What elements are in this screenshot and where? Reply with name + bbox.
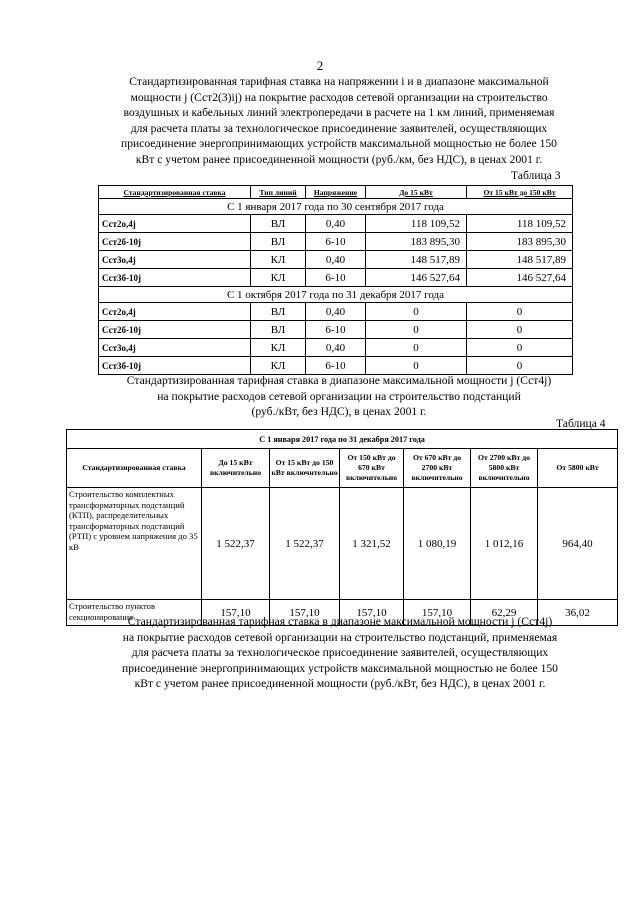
voltage: 0,40 xyxy=(306,215,366,233)
text-line: кВт с учетом ранее присоединенной мощности (руб./км, без НДС), в ценах 2001 г. xyxy=(135,152,543,166)
table-row xyxy=(99,215,573,233)
table-row xyxy=(99,303,573,321)
table3-header: Тип линий xyxy=(251,186,306,199)
table3-description xyxy=(100,74,578,167)
voltage: 6-10 xyxy=(306,269,366,287)
line-type: ВЛ xyxy=(251,321,306,339)
table3-header: Напряжение xyxy=(306,186,366,199)
value-15-150: 0 xyxy=(467,321,573,339)
text-line: на покрытие расходов сетевой организации на строительство подстанций xyxy=(157,389,521,403)
table-row xyxy=(99,321,573,339)
rate-value: 1 321,52 xyxy=(340,488,404,600)
value-15-150: 148 517,89 xyxy=(467,251,573,269)
value-15-150: 118 109,52 xyxy=(467,215,573,233)
value-15-150: 146 527,64 xyxy=(467,269,573,287)
voltage: 6-10 xyxy=(306,357,366,375)
text-line: Стандартизированная тарифная ставка в диапазоне максимальной мощности j (Сст4j) xyxy=(126,374,552,387)
line-type: КЛ xyxy=(251,339,306,357)
table-row xyxy=(99,251,573,269)
value-up-to-15: 183 895,30 xyxy=(366,233,467,251)
table3-header-row xyxy=(99,186,573,199)
table4-header: От 670 кВт до 2700 кВт включительно xyxy=(404,449,471,488)
period-label: С 1 января 2017 года по 31 декабря 2017 года xyxy=(67,430,618,449)
text-line: присоединение энергопринимающих устройств максимальной мощностью не более 150 xyxy=(121,137,557,150)
table4-header: От 150 кВт до 670 кВт включительно xyxy=(340,449,404,488)
rate-value: 964,40 xyxy=(538,488,618,600)
table4-header: От 15 кВт до 150 кВт включительно xyxy=(270,449,340,488)
table3-header: Стандартизированная ставка xyxy=(99,186,251,199)
table3-caption: Таблица 3 xyxy=(511,169,561,182)
table4-header: От 2700 кВт до 5800 кВт включительно xyxy=(471,449,538,488)
rate-value: 1 522,37 xyxy=(270,488,340,600)
line-type: КЛ xyxy=(251,357,306,375)
text-line: мощности j (Сст2(3)ij) на покрытие расходов сетевой организации на строительство xyxy=(130,90,548,104)
rate-code: Сст2б-10j xyxy=(99,233,251,251)
rate-value: 157,10 xyxy=(340,600,404,626)
text-line: Стандартизированная тарифная ставка в диапазоне максимальной мощности j (Сст4j) xyxy=(127,615,553,628)
table-row xyxy=(99,339,573,357)
text-line: воздушных и кабельных линий электропередачи в расчете на 1 км линий, применяемая xyxy=(123,106,555,119)
table-row xyxy=(99,269,573,287)
value-up-to-15: 0 xyxy=(366,303,467,321)
period-label: С 1 октября 2017 года по 31 декабря 2017 года xyxy=(99,287,573,303)
table4-period-row xyxy=(67,430,618,449)
rate-value: 157,10 xyxy=(404,600,471,626)
rate-value: 157,10 xyxy=(270,600,340,626)
table-row xyxy=(99,233,573,251)
closing-description xyxy=(95,614,585,692)
voltage: 0,40 xyxy=(306,251,366,269)
rate-value: 1 522,37 xyxy=(202,488,270,600)
rate-value: 1 080,19 xyxy=(404,488,471,600)
table3-header: До 15 кВт xyxy=(366,186,467,199)
text-line: для расчета платы за технологическое присоединение заявителей, осуществляющих xyxy=(131,646,549,659)
rate-value: 62,29 xyxy=(471,600,538,626)
value-15-150: 0 xyxy=(467,357,573,375)
table-row xyxy=(67,488,618,600)
line-type: ВЛ xyxy=(251,233,306,251)
text-line: для расчета платы за технологическое присоединение заявителей, осуществляющих xyxy=(130,121,548,135)
period-label: С 1 января 2017 года по 30 сентября 2017 года xyxy=(99,199,573,215)
line-type: КЛ xyxy=(251,269,306,287)
line-type: ВЛ xyxy=(251,303,306,321)
rate-value: 36,02 xyxy=(538,600,618,626)
rate-code: Сст3о,4j xyxy=(99,339,251,357)
rate-code: Сст2б-10j xyxy=(99,321,251,339)
rate-value: 1 012,16 xyxy=(471,488,538,600)
text-line: (руб./кВт, без НДС), в ценах 2001 г. xyxy=(251,405,427,418)
rate-code: Сст2о,4j xyxy=(99,303,251,321)
text-line: Стандартизированная тарифная ставка на напряжении i и в диапазоне максимальной xyxy=(129,75,549,88)
table-row xyxy=(99,357,573,375)
value-up-to-15: 148 517,89 xyxy=(366,251,467,269)
value-15-150: 0 xyxy=(467,303,573,321)
page-number: 2 xyxy=(316,58,324,73)
text-line: на покрытие расходов сетевой организации на строительство подстанций, применяемая xyxy=(122,630,558,644)
table4-caption: Таблица 4 xyxy=(556,417,606,430)
rate-code: Сст3б-10j xyxy=(99,357,251,375)
table3-period-row xyxy=(99,199,573,215)
table3 xyxy=(98,185,573,375)
text-line: присоединение энергопринимающих устройств максимальной мощностью не более 150 xyxy=(122,661,558,675)
table3-header: От 15 кВт до 150 кВт xyxy=(467,186,573,199)
text-line: кВт с учетом ранее присоединенной мощности (руб./кВт, без НДС), в ценах 2001 г. xyxy=(134,677,546,690)
table4-header: До 15 кВт включительно xyxy=(202,449,270,488)
value-15-150: 183 895,30 xyxy=(467,233,573,251)
rate-code: Сст3о,4j xyxy=(99,251,251,269)
rate-value: 157,10 xyxy=(202,600,270,626)
rate-name: Строительство пунктов секционирования xyxy=(67,600,202,626)
table4-header: От 5800 кВт xyxy=(538,449,618,488)
voltage: 0,40 xyxy=(306,339,366,357)
table4 xyxy=(66,429,618,626)
line-type: КЛ xyxy=(251,251,306,269)
table3-period-row xyxy=(99,287,573,303)
voltage: 6-10 xyxy=(306,321,366,339)
value-up-to-15: 0 xyxy=(366,321,467,339)
value-up-to-15: 146 527,64 xyxy=(366,269,467,287)
rate-code: Сст3б-10j xyxy=(99,269,251,287)
table4-description xyxy=(100,373,578,420)
voltage: 6-10 xyxy=(306,233,366,251)
value-15-150: 0 xyxy=(467,339,573,357)
voltage: 0,40 xyxy=(306,303,366,321)
rate-code: Сст2о,4j xyxy=(99,215,251,233)
table4-header-row xyxy=(67,449,618,488)
table4-header: Стандартизированная ставка xyxy=(67,449,202,488)
line-type: ВЛ xyxy=(251,215,306,233)
rate-name: Строительство комплектных трансформаторных подстанций (КТП), распределительных трансформаторных подстанций (РТП) с уровнем напряжения до 35 кВ xyxy=(67,488,202,600)
value-up-to-15: 0 xyxy=(366,339,467,357)
value-up-to-15: 118 109,52 xyxy=(366,215,467,233)
value-up-to-15: 0 xyxy=(366,357,467,375)
